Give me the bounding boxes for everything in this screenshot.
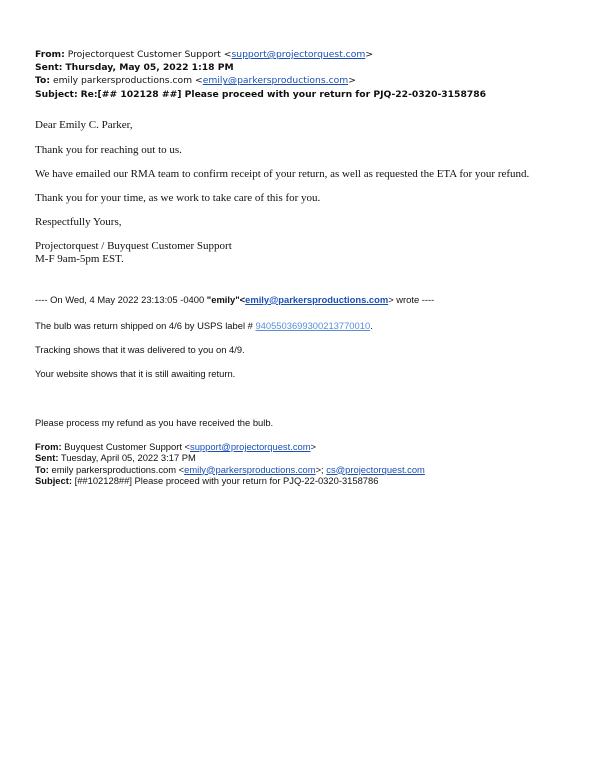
- email-header: [35, 48, 575, 101]
- signature-line-2: M-F 9am-5pm EST.: [35, 252, 124, 265]
- to-email-link[interactable]: emily@parkersproductions.com: [202, 75, 349, 87]
- tracking-number-link[interactable]: 9405503699300213770010: [255, 319, 371, 331]
- greeting: Dear Emily C. Parker,: [35, 118, 133, 131]
- quoted-message: [35, 294, 575, 429]
- quote-paragraph-1: [35, 320, 575, 332]
- subject-value: Re:[## 102128 ##] Please proceed with your return for PJQ-22-0320-3158786: [80, 88, 487, 100]
- original-email-header: [35, 441, 575, 487]
- orig-from-line: [35, 441, 575, 452]
- quote-p1-text: The bulb was return shipped on 4/6 by USPS label #: [35, 319, 256, 331]
- orig-subject-value: [##102128##] Please proceed with your return for PJQ-22-0320-3158786: [74, 475, 379, 487]
- closing: Respectfully Yours,: [35, 215, 122, 228]
- orig-to-name: emily parkersproductions.com <: [51, 463, 185, 475]
- signature-line-1: Projectorquest / Buyquest Customer Support: [35, 239, 232, 252]
- orig-cc-email-link[interactable]: cs@projectorquest.com: [326, 463, 425, 475]
- reply-body: [35, 119, 575, 266]
- quote-intro: [35, 294, 575, 306]
- quote-intro-name: "emily"<: [206, 293, 246, 305]
- from-line: [35, 48, 575, 61]
- orig-from-close: >: [310, 440, 317, 452]
- email-document: [35, 48, 575, 486]
- from-label: From:: [35, 49, 65, 60]
- to-close: >: [348, 75, 356, 87]
- sent-label: Sent:: [35, 62, 63, 74]
- orig-to-email-link[interactable]: emily@parkersproductions.com: [184, 463, 316, 475]
- orig-from-email-link[interactable]: support@projectorquest.com: [190, 440, 311, 452]
- subject-label: Subject:: [35, 88, 78, 100]
- quote-paragraph-3: Your website shows that it is still awaiting return.: [35, 367, 236, 379]
- to-line: [35, 74, 575, 87]
- to-label: To:: [35, 75, 51, 87]
- orig-sent-value: Tuesday, April 05, 2022 3:17 PM: [60, 452, 196, 464]
- orig-subject-label: Subject:: [35, 475, 72, 487]
- from-name: Projectorquest Customer Support <: [67, 49, 232, 60]
- quote-intro-date: ---- On Wed, 4 May 2022 23:13:05 -0400: [35, 293, 207, 305]
- reply-line-1: Thank you for reaching out to us.: [35, 143, 182, 156]
- orig-to-label: To:: [35, 463, 49, 475]
- quote-p1-suffix: .: [370, 319, 373, 331]
- from-email-link[interactable]: support@projectorquest.com: [231, 49, 366, 60]
- orig-from-label: From:: [35, 440, 62, 452]
- quote-paragraph-4: Please process my refund as you have received the bulb.: [35, 416, 274, 428]
- to-name: emily parkersproductions.com <: [52, 75, 203, 87]
- reply-line-3: Thank you for your time, as we work to take care of this for you.: [35, 191, 321, 204]
- orig-sent-line: [35, 452, 575, 463]
- orig-from-name: Buyquest Customer Support <: [64, 440, 191, 452]
- orig-to-line: [35, 464, 575, 475]
- quote-intro-email-link[interactable]: emily@parkersproductions.com: [245, 293, 389, 305]
- reply-line-2: We have emailed our RMA team to confirm receipt of your return, as well as requested the ETA for your refund.: [35, 167, 530, 180]
- sent-line: [35, 61, 575, 74]
- orig-subject-line: [35, 475, 575, 486]
- sent-value: Thursday, May 05, 2022 1:18 PM: [65, 62, 234, 74]
- subject-line: [35, 88, 575, 101]
- quote-intro-suffix: > wrote ----: [388, 293, 435, 305]
- orig-sent-label: Sent:: [35, 452, 59, 464]
- orig-to-sep: >;: [315, 463, 327, 475]
- from-close: >: [365, 49, 374, 60]
- quote-paragraph-2: Tracking shows that it was delivered to you on 4/9.: [35, 343, 245, 355]
